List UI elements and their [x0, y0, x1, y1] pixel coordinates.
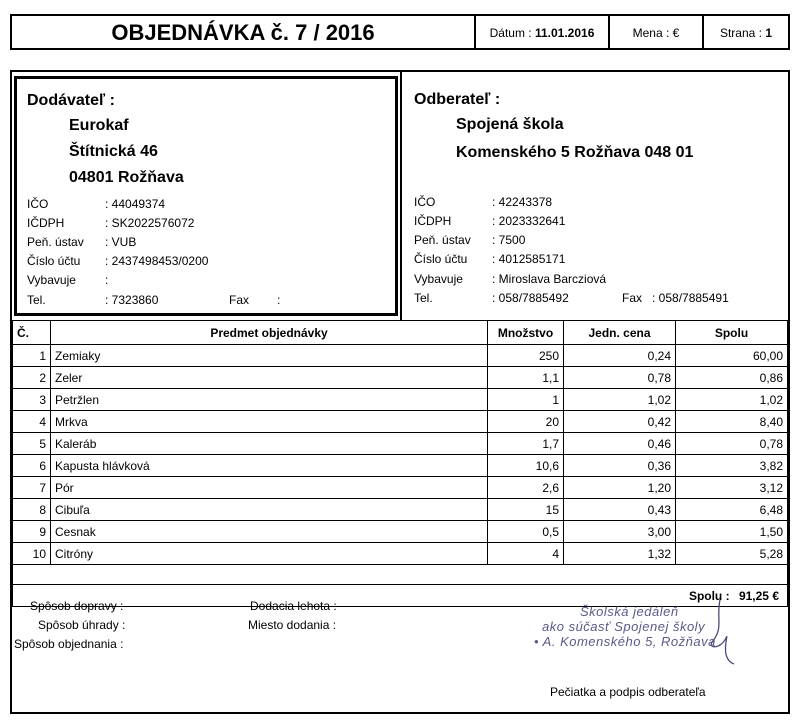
col-unit-price: Jedn. cena: [564, 321, 676, 345]
col-total: Spolu: [676, 321, 788, 345]
table-row: [13, 543, 788, 565]
table-header-row: [13, 321, 788, 345]
date-value: 11.01.2016: [534, 26, 595, 40]
row-number: 2: [13, 367, 51, 389]
customer-heading: Odberateľ :: [414, 91, 501, 108]
row-number: 4: [13, 411, 51, 433]
row-price: 1,02: [564, 389, 676, 411]
row-price: 0,36: [564, 455, 676, 477]
page-value: 1: [765, 26, 773, 40]
supplier-ico-value: : 44049374: [105, 197, 166, 211]
customer-bank-value: : 7500: [492, 233, 526, 247]
stamp-line-2: ako súčasť Spojenej školy: [542, 619, 706, 634]
customer-ico-value: : 42243378: [492, 195, 553, 209]
header-title-box: [10, 14, 476, 50]
customer-icdph-value: : 2023332641: [492, 214, 566, 228]
row-total: 0,86: [676, 367, 788, 389]
row-number: 6: [13, 455, 51, 477]
row-price: 0,43: [564, 499, 676, 521]
row-qty: 1,1: [488, 367, 564, 389]
supplier-box: [14, 76, 398, 316]
total-value: 91,25 €: [738, 588, 779, 603]
customer-fax-value: : 058/7885491: [652, 291, 729, 305]
supplier-street: Štítnická 46: [69, 143, 158, 160]
row-item: Pór: [51, 477, 488, 499]
table-row: [13, 389, 788, 411]
supplier-fax-label: Fax: [229, 293, 250, 307]
row-qty: 1,7: [488, 433, 564, 455]
customer-tel-label: Tel.: [414, 291, 433, 305]
row-total: 5,28: [676, 543, 788, 565]
col-number: Č.: [13, 321, 51, 345]
page-box: [702, 14, 790, 50]
spacer-row: [13, 565, 788, 585]
supplier-handler-label: Vybavuje: [27, 273, 76, 287]
supplier-tel-value: : 7323860: [105, 293, 159, 307]
transport-method-label: Spôsob dopravy :: [30, 599, 124, 613]
delivery-place-label: Miesto dodania :: [248, 618, 337, 632]
total-label: Spolu :: [688, 588, 730, 603]
supplier-tel-label: Tel.: [27, 293, 46, 307]
order-items-table: [12, 320, 788, 607]
row-qty: 4: [488, 543, 564, 565]
supplier-account-label: Číslo účtu: [27, 254, 81, 268]
row-total: 60,00: [676, 345, 788, 367]
payment-method-label: Spôsob úhrady :: [38, 618, 126, 632]
row-qty: 2,6: [488, 477, 564, 499]
signature-icon: [690, 598, 750, 668]
row-price: 1,32: [564, 543, 676, 565]
table-row: [13, 521, 788, 543]
row-price: 0,78: [564, 367, 676, 389]
row-item: Zeler: [51, 367, 488, 389]
delivery-term-label: Dodacia lehota :: [250, 599, 337, 613]
customer-account-value: : 4012585171: [492, 252, 566, 266]
row-item: Cesnak: [51, 521, 488, 543]
col-quantity: Množstvo: [488, 321, 564, 345]
section-divider: [400, 70, 402, 320]
row-total: 8,40: [676, 411, 788, 433]
stamp-line-3: • A. Komenského 5, Rožňava: [534, 634, 716, 649]
supplier-icdph-label: IČDPH: [27, 216, 65, 230]
supplier-account-value: : 2437498453/0200: [105, 254, 209, 268]
row-total: 3,82: [676, 455, 788, 477]
row-number: 10: [13, 543, 51, 565]
page-label: Strana :: [719, 26, 762, 40]
row-total: 1,02: [676, 389, 788, 411]
row-total: 6,48: [676, 499, 788, 521]
row-item: Kapusta hlávková: [51, 455, 488, 477]
customer-handler-label: Vybavuje: [414, 272, 463, 286]
row-qty: 10,6: [488, 455, 564, 477]
customer-name: Spojená škola: [456, 116, 564, 133]
supplier-icdph-value: : SK2022576072: [105, 216, 195, 230]
row-total: 0,78: [676, 433, 788, 455]
row-qty: 20: [488, 411, 564, 433]
table-row: [13, 345, 788, 367]
row-qty: 0,5: [488, 521, 564, 543]
customer-tel-value: : 058/7885492: [492, 291, 569, 305]
customer-address: Komenského 5 Rožňava 048 01: [456, 144, 694, 161]
customer-ico-label: IČO: [414, 195, 436, 209]
row-number: 8: [13, 499, 51, 521]
ordering-method-label: Spôsob objednania :: [14, 637, 124, 651]
row-item: Cibuľa: [51, 499, 488, 521]
customer-icdph-label: IČDPH: [414, 214, 452, 228]
signature-label: Pečiatka a podpis odberateľa: [550, 685, 706, 699]
supplier-bank-label: Peň. ústav: [27, 235, 84, 249]
table-row: [13, 411, 788, 433]
table-row: [13, 477, 788, 499]
customer-account-label: Číslo účtu: [414, 252, 468, 266]
row-number: 9: [13, 521, 51, 543]
supplier-name: Eurokaf: [69, 117, 129, 134]
row-item: Mrkva: [51, 411, 488, 433]
supplier-fax-value: :: [277, 293, 281, 307]
row-price: 0,46: [564, 433, 676, 455]
date-box: [474, 14, 610, 50]
row-item: Petržlen: [51, 389, 488, 411]
page-title: OBJEDNÁVKA č. 7 / 2016: [111, 20, 375, 45]
date-label: Dátum :: [489, 26, 532, 40]
row-number: 1: [13, 345, 51, 367]
table-row: [13, 367, 788, 389]
col-item: Predmet objednávky: [51, 321, 488, 345]
currency-value: €: [672, 26, 680, 40]
customer-fax-label: Fax: [622, 291, 643, 305]
row-price: 1,20: [564, 477, 676, 499]
table-row: [13, 499, 788, 521]
table-row: [13, 455, 788, 477]
row-item: Kaleráb: [51, 433, 488, 455]
row-qty: 250: [488, 345, 564, 367]
supplier-ico-label: IČO: [27, 197, 49, 211]
row-price: 0,24: [564, 345, 676, 367]
supplier-city: 04801 Rožňava: [69, 169, 184, 186]
supplier-heading: Dodávateľ :: [27, 92, 115, 109]
row-qty: 1: [488, 389, 564, 411]
row-item: Citróny: [51, 543, 488, 565]
row-number: 7: [13, 477, 51, 499]
row-number: 3: [13, 389, 51, 411]
currency-box: [608, 14, 704, 50]
row-item: Zemiaky: [51, 345, 488, 367]
stamp-line-1: Školská jedáleň: [580, 604, 679, 619]
row-total: 3,12: [676, 477, 788, 499]
currency-label: Mena :: [632, 26, 670, 40]
row-total: 1,50: [676, 521, 788, 543]
row-price: 3,00: [564, 521, 676, 543]
row-number: 5: [13, 433, 51, 455]
customer-bank-label: Peň. ústav: [414, 233, 471, 247]
row-qty: 15: [488, 499, 564, 521]
supplier-handler-value: :: [105, 273, 109, 287]
table-row: [13, 433, 788, 455]
supplier-bank-value: : VUB: [105, 235, 137, 249]
customer-handler-value: : Miroslava Barcziová: [492, 272, 607, 286]
row-price: 0,42: [564, 411, 676, 433]
